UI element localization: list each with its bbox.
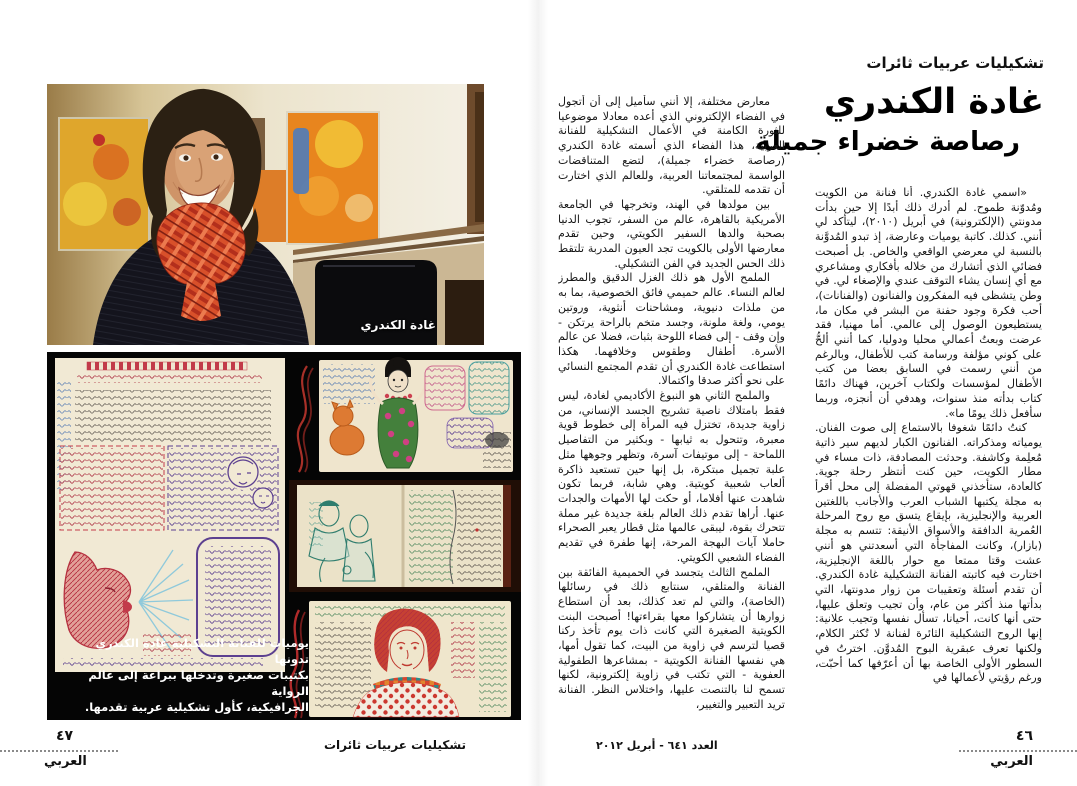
collage-caption-line: يوميات للفنانة التشكيلية غادة الكندري تدونها xyxy=(95,636,309,666)
collage-caption-line: الجرافيكية، كأول تشكيلية عربية تقدمها. xyxy=(84,700,309,714)
doorway xyxy=(467,84,484,234)
notebook-bottom xyxy=(291,601,511,718)
article-paragraph: معارض مختلفة، إلا أنني سأميل إلى أن أتجول في الفضاء الإلكتروني الذي أعده معادلا موضوعيا للثورة الكامنة في الأعمال التشكيلية للفنانة العربية، هذا الفضاء الذي أسمته غادة الكندري (رصاصة خضراء جميلة)، لتضع المتناقضات الواسمة لمجتمعاتنا العربية، وللعالم الذي اختارت أن تقدمه للمتلقي. xyxy=(558,95,785,197)
page-gutter xyxy=(528,0,548,786)
issue-date-line: العدد ٦٤١ - أبريل ٢٠١٢ xyxy=(596,739,718,752)
journal-collage xyxy=(47,352,521,720)
article-paragraph: الملمح الثالث يتجسد في الحميمية الفائقة بين الفنانة والمتلقي، سنتابع ذلك في رسائلها (الخاصة)، والتي لم تعد كذلك، بعد أن استطاع زوارها أن يتشاركوا معها بقراءتها! أصبحت البنت الكويتية الصغيرة التي كانت ذات يوم تأخذ ركنا قصيا لترسم في زاوية من البيت، كما تقول أمها، هي نفسها الفنانة الكويتية - بمشاعرها الطفولية العفوية - التي تكتب في زاوية إلكترونية، لكنها تسمح لنا بالتنصت عليها، واختلاس النظر. الفنانة تريد التعبير والتغيير، xyxy=(558,565,785,711)
dotted-separator xyxy=(959,750,1077,752)
article-title: غادة الكندري xyxy=(823,82,1044,122)
article-paragraph: «اسمي غادة الكندري. أنا فنانة من الكويت ومُدوّنة طموح. لم أدرك ذلك أبدًا إلا حين بدأت مدونتي (الإلكترونية) في أبريل (٢٠١٠)، ليتأكد لي أنني. كذلك. كاتبة يوميات وعارضة، إذ تبدو المُدوَّنة بالنسبة لي معرضي الواقعي والخاص. بل أصبحت فضائي الذي أتشارك من خلاله بأفكاري ومشاعري مع أي إنسان يشاء التوقف عندي والإصغاء لي. في وطن يتشظى فيه المفكرون والفنانون (والفنانات)، أحب فكرة وجود حفنة من البشر في مكان ما، يستطيعون الوصول إلى عالمي. أما مهنيا، فقد عرضت وبعتُ أعمالي محليا ودوليا، كما أنني ألحُّ على كوني مؤلفة ورسامة كتب للأطفال، وبالرغم من أنني رسمت في السابق بعضا من كتب الأطفال لمؤسسات ولكتاب آخرين، فهناك دائمًا كتاب بدأته منذ سنوات، وهدفي أن أنجزه، وربما سأفعل ذلك يومًا ما». xyxy=(815,186,1042,420)
collage-caption xyxy=(59,635,309,715)
notebook-middle xyxy=(289,480,521,592)
article-column-first xyxy=(815,186,1042,717)
photo-caption: غادة الكندري xyxy=(360,318,436,332)
gallery-painting-right xyxy=(287,112,379,244)
portrait-photo xyxy=(47,84,484,345)
dotted-separator xyxy=(0,750,118,752)
article-column-second xyxy=(558,95,785,717)
article-paragraph: والملمح الثاني هو النبوغ الأكاديمي لغادة، ليس فقط بامتلاك ناصية تشريح الجسد الإنساني، من زاوية جديدة، تختزل فيه المرأة إلى خطوط قوية معبرة، وتتحول به ثيابها - وبكثير من التفاصيل اللماحة - إلى موتيفات آسرة، وتظهر وجوهها مثل علبة تجميل مبتكرة، بل إنها حين تستعيد ذاكرة ألعاب شعبية كويتية. وهي شابة، فربما تكون شاهدت عنها أفلاما، أو حكت لها الأمهات والجدات عنها. أراها تقدم ذلك العالم بلغة جديدة غير مملة تتحرك بقوة، ليبقى عالمها مثل قطار يعبر الصحراء حاملا آيات البهجة المرحة، إنها طفرة في تقديم الفضاء الشعبي الكويتي. xyxy=(558,389,785,564)
article-paragraph: كنتُ دائمًا شغوفا بالاستماع إلى صوت الفنان. يومياته ومذكراته. الفنانون الكبار لديهم سير ذاتية مُعلِمة وكاشفة. وحدثت المصادفة، ذات مساء في مطار الكويت، حين كنت أنتظر رحلة جوية. كالعادة، ستأخذني قهوتي المفضلة إلى محل أقرأ به مجلة يكتبها الشباب العرب والأجانب باللغتين العربية والإنجليزية، بإيقاع يتسق مع روح المرحلة العُمرية الدافقة والأسواق الأنيقة: تتسم به مجلة (بازار)، وكانت المفاجأة التي أسعدتني هو أنني عشت وقتا ممتعا مع حوار باللغة الإنجليزية، اختارت فيه كاتبته الفنانة التشكيلية غادة الكندري. أن تقدم أسئلة وتعقيبات من زوار مدونتها، التي بدأتها منذ أكثر من عام، وأن تجيب وتعلق عليها، حتى أنها كانت، أحيانا، تسأل نفسها وتجيب علانية: إنها الروح التشكيلية الثائرة لفنانة لا تُكثر الكلام، ولكنها تعرف عبقرية البوح المُدوَّن. اخترتُ في السطور الأولى الخاصة بها أن أعرّفها كما أحبّت، ورغم رؤيتي لأعمالها في xyxy=(815,421,1042,685)
collage-caption-line: بكتيبات صغيرة وتدخلها ببراعة إلى عالم الرواية xyxy=(88,668,309,698)
portrait-photo-illustration xyxy=(47,84,484,345)
article-paragraph: الملمح الأول هو ذلك الغزل الدقيق والمطرز لعالم النساء. عالم حميمي فائق الخصوصية، بما به من ملذات دنيوية، ومشاحنات أنثوية، وروتين يومي، ولغة ملونة، وجسد متخم بالراحة يرتكن - وإن وقف - إلى فضاء اللوحة بثبات، فضلا عن عالم الأسرة. أطفال وطقوس وخلافهما. هكذا استطاعت غادة الكندري أن تقدم المجتمع النسائي على نحو أكثر صدقا واكتمالا. xyxy=(558,271,785,388)
right-page-number: ٤٦ xyxy=(1015,728,1033,744)
article-paragraph: بين مولدها في الهند، وتخرجها في الجامعة الأمريكية بالقاهرة، عالم من السفر، تجوب الدنيا بصحبة والدها السفير الكويتي، وحين تقدم معارضها الأولى بالكويت تجد العيون المدربة تلتقط ذلك الحس الجديد في الفن التشكيلي. xyxy=(558,197,785,270)
section-kicker: تشكيليات عربيات ثائرات xyxy=(866,54,1044,72)
journal-page-left xyxy=(55,358,285,672)
gallery-painting-left xyxy=(59,118,149,250)
magazine-logo: العربي xyxy=(44,754,87,769)
left-page-footer-section: تشكيليات عربيات ثائرات xyxy=(323,738,467,752)
notebook-top xyxy=(298,357,513,472)
magazine-logo: العربي xyxy=(990,754,1033,769)
article-headline-block xyxy=(744,84,1044,157)
article-subtitle: رصاصة خضراء جميلة xyxy=(755,126,1020,157)
left-page-number: ٤٧ xyxy=(56,728,74,744)
